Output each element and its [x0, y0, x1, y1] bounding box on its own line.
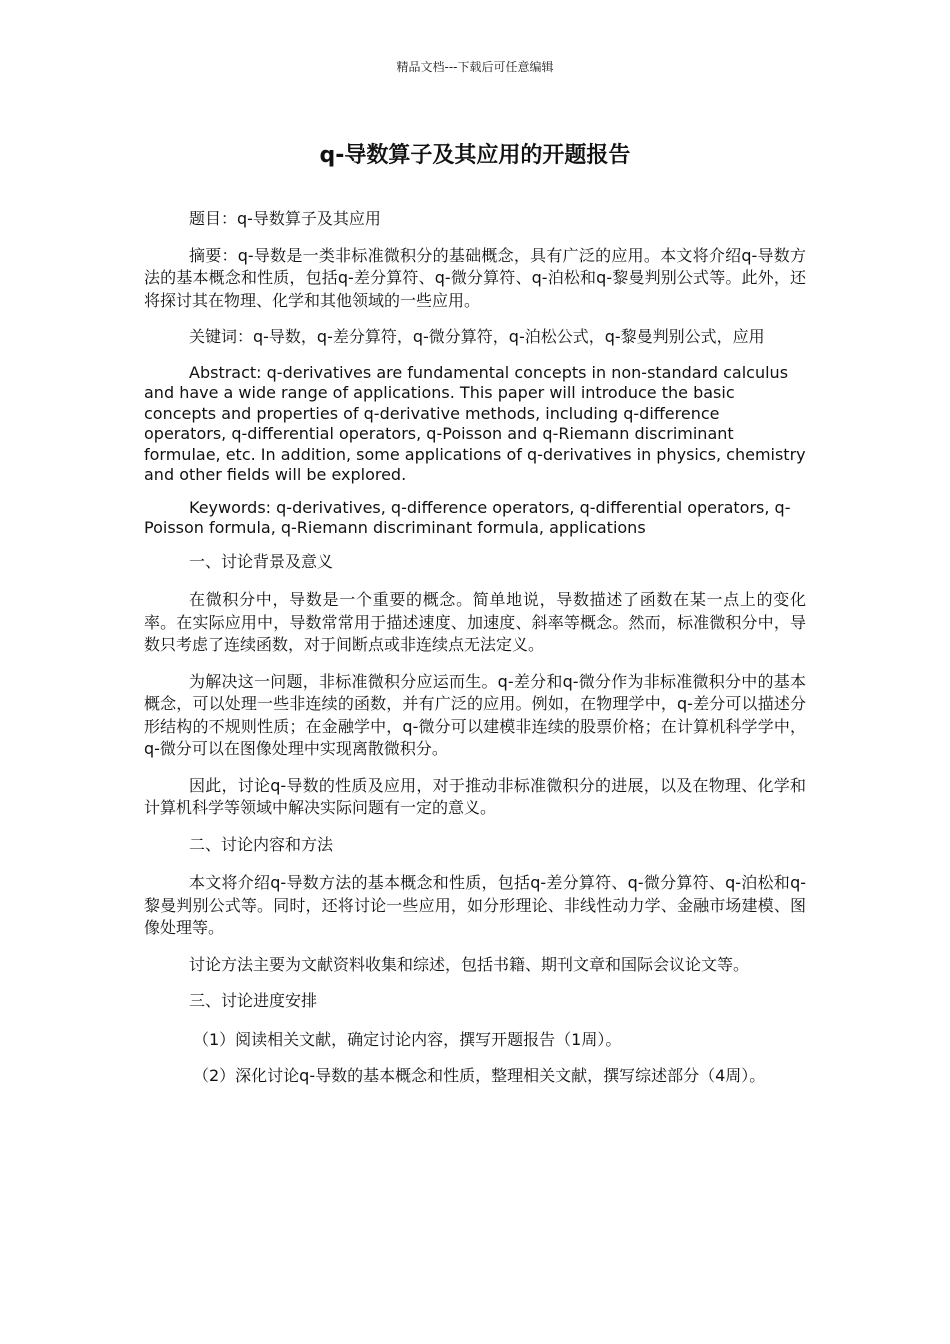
abstract-cn: 摘要：q-导数是一类非标准微积分的基础概念，具有广泛的应用。本文将介绍q-导数方法的基本概念和性质，包括q-差分算符、q-微分算符、q-泊松和q-黎曼判别公式等。此外，还将探讨其在物理、化学和其他领域的一些应用。: [144, 245, 806, 310]
schedule-item-2: （2）深化讨论q-导数的基本概念和性质，整理相关文献，撰写综述部分（4周）。: [193, 1066, 766, 1085]
background-paragraph-1: 在微积分中，导数是一个重要的概念。简单地说，导数描述了函数在某一点上的变化率。在实际应用中，导数常常用于描述速度、加速度、斜率等概念。然而，标准微积分中，导数只考虑了连续函数，对于间断点或非连续点无法定义。: [144, 590, 806, 654]
background-paragraph-3: 因此，讨论q-导数的性质及应用，对于推动非标准微积分的进展，以及在物理、化学和计算机科学等领域中解决实际问题有一定的意义。: [144, 775, 806, 817]
keywords-en: Keywords: q-derivatives, q-difference operators, q-differential operators, q-Poisson formula, q-Riemann discriminant formula, applications: [144, 497, 791, 537]
background-paragraph-2: 为解决这一问题，非标准微积分应运而生。q-差分和q-微分作为非标准微积分中的基本概念，可以处理一些非连续的函数，并有广泛的应用。例如，在物理学中，q-差分可以描述分形结构的不规则性质；在金融学中，q-微分可以建模非连续的股票价格；在计算机科学学中，q-微分可以在图像处理中实现离散微积分。: [144, 671, 806, 758]
section-heading-schedule: 三、讨论进度安排: [189, 991, 318, 1010]
document-title: q-导数算子及其应用的开题报告: [319, 143, 631, 168]
abstract-en: Abstract: q-derivatives are fundamental concepts in non-standard calculus and have a wide range of applications. This paper will introduce the basic concepts and properties of q-derivative methods, including q-difference operators, q-differential operators, q-Poisson and q-Riemann discriminant formulae, etc. In addition, some applications of q-derivatives in physics, chemistry and other fields will be explored.: [144, 362, 806, 484]
section-heading-background: 一、讨论背景及意义: [189, 551, 334, 571]
keywords-cn: 关键词：q-导数，q-差分算符，q-微分算符，q-泊松公式，q-黎曼判别公式，应用: [189, 327, 765, 346]
method-paragraph: 讨论方法主要为文献资料收集和综述，包括书籍、期刊文章和国际会议论文等。: [189, 954, 750, 974]
topic-line: 题目：q-导数算子及其应用: [189, 209, 381, 228]
schedule-item-1: （1）阅读相关文献，确定讨论内容，撰写开题报告（1周）。: [193, 1029, 622, 1049]
page-header: 精品文档---下载后可任意编辑: [396, 60, 554, 74]
content-paragraph-1: 本文将介绍q-导数方法的基本概念和性质，包括q-差分算符、q-微分算符、q-泊松和q-黎曼判别公式等。同时，还将讨论一些应用，如分形理论、非线性动力学、金融市场建模、图像处理等。: [144, 873, 806, 937]
document-body: [144, 208, 806, 1102]
section-heading-content-method: 二、讨论内容和方法: [189, 834, 334, 854]
